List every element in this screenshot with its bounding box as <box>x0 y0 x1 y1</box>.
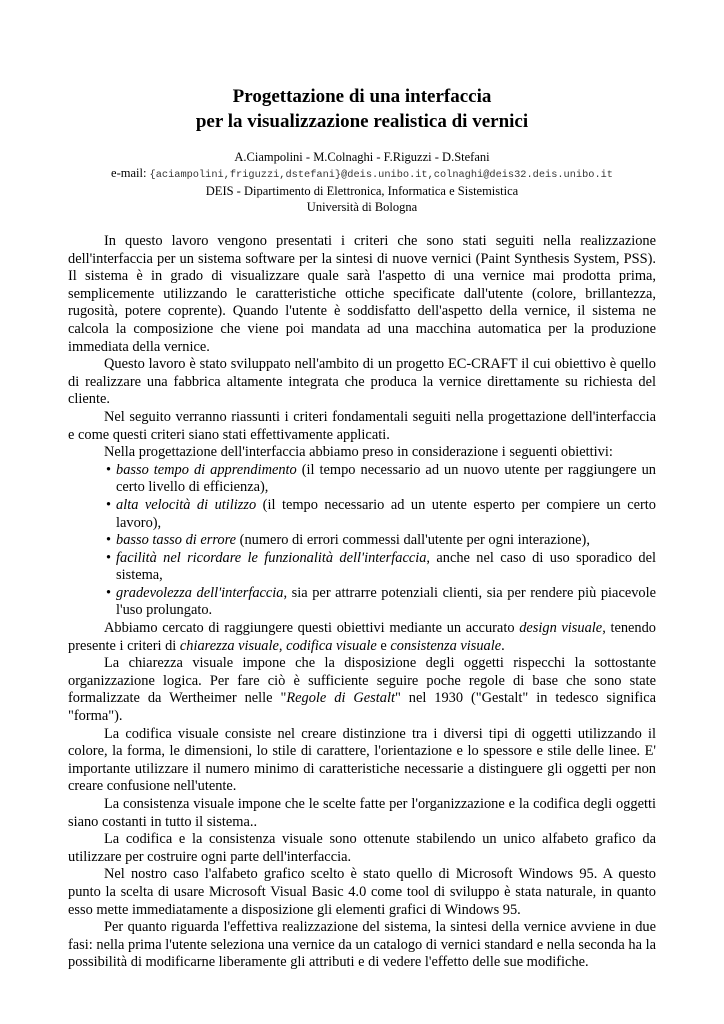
paragraph-5 <box>68 620 656 655</box>
bullet-icon: • <box>106 532 112 549</box>
text-run: " nel 1930 ("Gestalt" in tedesco significa "forma"). <box>68 690 656 725</box>
university: Università di Bologna <box>306 200 418 214</box>
paragraph-3: Nel seguito verranno riassunti i criteri fondamentali seguiti nella progettazione dell'interfaccia e come questi criteri siano stati effettivamente applicati. <box>68 408 656 443</box>
department: DEIS - Dipartimento di Elettronica, Informatica e Sistemistica <box>205 184 519 198</box>
paragraph-10: Nel nostro caso l'alfabeto grafico scelto è stato quello di Microsoft Windows 95. A questo punto la scelta di usare Microsoft Visual Basic 4.0 come tool di sviluppo è stata naturale, in quanto esso mette immediatamente a disposizione gli elementi grafici di Windows 95. <box>68 866 656 918</box>
paper-title <box>68 84 656 134</box>
text-run: La chiarezza visuale impone che la disposizione degli oggetti rispecchi la sottostante organizzazione logica. Per fare ciò è sufficiente seguire poche regole di base che sono state formalizzate da Wertheimer nelle " <box>68 655 656 707</box>
list-item <box>68 532 656 550</box>
text-run: , tenendo presente i criteri di <box>68 620 657 654</box>
paragraph-6 <box>68 655 656 725</box>
objective-term: facilità nel ricordare le funzionalità dell'interfaccia <box>116 549 427 566</box>
paragraph-9: La codifica e la consistenza visuale sono ottenute stabilendo un unico alfabeto grafico da utilizzare per costruire ogni parte dell'interfaccia. <box>68 831 656 865</box>
bullet-icon: • <box>106 549 112 566</box>
authors: A.Ciampolini - M.Colnaghi - F.Riguzzi - D.Stefani <box>234 150 490 164</box>
email-addresses: {aciampolini,friguzzi,dstefani}@deis.unibo.it,colnaghi@deis32.deis.unibo.it <box>149 169 613 181</box>
bullet-icon: • <box>106 461 112 478</box>
objective-description: , anche nel caso di uso sporadico del sistema, <box>116 549 656 584</box>
emphasis: chiarezza visuale <box>179 637 279 654</box>
text-run: , <box>278 637 287 654</box>
emphasis: codifica visuale <box>286 637 377 654</box>
list-item <box>68 585 656 620</box>
emphasis: Regole di Gestalt <box>286 690 395 707</box>
objective-term: gradevolezza dell'interfaccia <box>116 584 284 601</box>
paper-body <box>68 233 656 972</box>
objective-description: (il tempo necessario ad un nuovo utente per raggiungere un certo livello di efficienza), <box>116 461 657 496</box>
text-run: e <box>376 637 391 654</box>
list-item <box>68 550 656 585</box>
paragraph-7: La codifica visuale consiste nel creare distinzione tra i diversi tipi di oggetti utilizzando il colore, la forma, le dimensioni, lo stile di carattere, l'orientazione e lo spessore e stile delle linee. E' importante utilizzare il numero minimo di caratteristiche necessarie a distinguere gli oggetti per non creare confusione nell'utente. <box>68 725 656 795</box>
bullet-icon: • <box>106 496 112 513</box>
title-line-1: Progettazione di una interfaccia <box>232 86 492 107</box>
email-label: e-mail: <box>111 166 147 180</box>
paper-page <box>68 84 656 972</box>
objective-term: basso tempo di apprendimento <box>116 461 297 478</box>
emphasis: consistenza visuale <box>390 637 502 654</box>
emphasis: design visuale <box>519 620 603 637</box>
list-item <box>68 497 656 532</box>
paragraph-4: Nella progettazione dell'interfaccia abbiamo preso in considerazione i seguenti obiettivi: <box>104 444 613 461</box>
paragraph-2: Questo lavoro è stato sviluppato nell'ambito di un progetto EC-CRAFT il cui obiettivo è quello di realizzare una fabbrica altamente integrata che produca la vernice direttamente su richiesta del cliente. <box>68 356 656 408</box>
email-line <box>68 165 656 183</box>
title-line-2: per la visualizzazione realistica di vernici <box>195 111 529 132</box>
objective-description: , sia per attrarre potenziali clienti, sia per rendere più piacevole l'uso prolungato. <box>116 584 656 619</box>
text-run: . <box>501 637 505 654</box>
objective-description: (numero di errori commessi dall'utente per ogni interazione), <box>236 532 590 549</box>
bullet-icon: • <box>106 584 112 601</box>
objective-term: basso tasso di errore <box>116 532 237 549</box>
objective-term: alta velocità di utilizzo <box>116 496 257 513</box>
paragraph-11: Per quanto riguarda l'effettiva realizzazione del sistema, la sintesi della vernice avviene in due fasi: nella prima l'utente seleziona una vernice da un catalogo di vernici standard e nella seconda ha la possibilità di modificarne liberamente gli attributi e di vedere l'effetto delle sue modifiche. <box>68 919 656 971</box>
text-run: Abbiamo cercato di raggiungere questi obiettivi mediante un accurato <box>104 620 520 637</box>
paragraph-1: In questo lavoro vengono presentati i criteri che sono stati seguiti nella realizzazione dell'interfaccia per un sistema software per la sintesi di nuove vernici (Paint Synthesis System, PSS). Il sistema è in grado di visualizzare quale sarà l'aspetto di una vernice mai prodotta prima, semplicemente utilizzando le caratteristiche ottiche specificate dall'utente (colore, brillantezza, rugosità, potere coprente). Quando l'utente è soddisfatto dell'aspetto della vernice, il sistema ne calcola la composizione che viene poi mandata ad una macchina automatica per la produzione immediata della vernice. <box>68 233 656 355</box>
author-block <box>68 149 656 215</box>
objective-description: (il tempo necessario ad un utente esperto per compiere un certo lavoro), <box>116 496 656 531</box>
paragraph-8: La consistenza visuale impone che le scelte fatte per l'organizzazione e la codifica degli oggetti siano costanti in tutto il sistema.. <box>68 796 656 830</box>
list-item <box>68 462 656 497</box>
objectives-list <box>68 462 656 620</box>
